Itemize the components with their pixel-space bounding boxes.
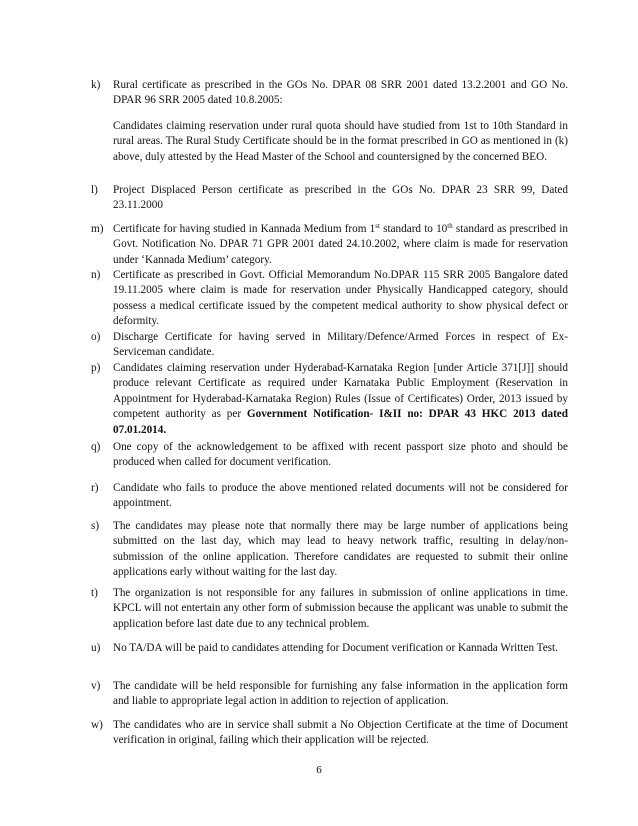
page-number: 6	[316, 764, 322, 776]
item-text: No TA/DA will be paid to candidates attending for Document verification or Kannada Written Test.	[113, 642, 558, 654]
notification-reference: Government Notification- I&II no: DPAR 43 HKC 2013 dated 07.01.2014.	[113, 408, 568, 436]
item-label: p)	[91, 362, 101, 374]
item-subparagraph: Candidates claiming reservation under rural quota should have studied from 1st to 10th Standard in rural areas. The Rural Study Certificate should be in the format prescribed in GO as mentioned in (k) above, duly attested by the Head Master of the School and countersigned by the concerned BEO.	[113, 119, 568, 163]
item-label: u)	[91, 642, 101, 654]
item-text: Certificate for having studied in Kannada Medium from 1st standard to 10th standard as prescribed in Govt. Notification No. DPAR 71 GPR 2001 dated 24.10.2002, where claim is made for reservation under ‘Kannada Medium’ category.	[113, 222, 569, 266]
list-item-m	[91, 222, 568, 268]
list-item-k	[91, 78, 568, 165]
item-text: Certificate as prescribed in Govt. Official Memorandum No.DPAR 115 SRR 2005 Bangalore dated 19.11.2005 where claim is made for reservation under Physically Handicapped category, should possess a medical certificate issued by the competent medical authority to show physical defect or deformity.	[113, 269, 568, 328]
item-label: v)	[91, 680, 101, 692]
item-text: Project Displaced Person certificate as prescribed in the GOs No. DPAR 23 SRR 99, Dated 23.11.2000	[113, 184, 568, 212]
item-text: The organization is not responsible for any failures in submission of online applications in time. KPCL will not entertain any other form of submission because the applicant was unable to submit the application before last date due to any technical problem.	[113, 587, 568, 630]
item-label: s)	[91, 520, 100, 532]
list-item-n	[91, 268, 568, 330]
item-text: Candidates claiming reservation under Hyderabad-Karnataka Region [under Article 371[J]] should produce relevant Certificate as required under Karnataka Public Employment (Reservation in Appointment for Hyderabad-Karnataka Region) Rules (Issue of Certificates) Order, 2013 issued by competent authority as per Government Notification- I&II no: DPAR 43 HKC 2013 dated 07.01.2014.	[113, 362, 568, 436]
item-text: One copy of the acknowledgement to be affixed with recent passport size photo and should be produced when called for document verification.	[113, 441, 568, 469]
item-label: m)	[91, 223, 104, 235]
item-label: l)	[91, 184, 98, 196]
list-item-q	[91, 440, 568, 471]
item-label: k)	[91, 79, 101, 91]
list-item-r	[91, 481, 568, 512]
list-item-t	[91, 586, 568, 632]
item-text: The candidate will be held responsible for furnishing any false information in the application form and liable to appropriate legal action in addition to rejection of application.	[113, 680, 568, 708]
list-item-v	[91, 679, 568, 710]
item-label: r)	[91, 482, 99, 494]
item-label: t)	[91, 587, 98, 599]
list-item-p	[91, 361, 568, 438]
item-label: n)	[91, 269, 101, 281]
item-label: o)	[91, 331, 101, 343]
item-label: q)	[91, 441, 101, 453]
list-item-o	[91, 330, 568, 361]
item-text: Candidate who fails to produce the above mentioned related documents will not be considered for appointment.	[113, 482, 568, 510]
item-text: The candidates who are in service shall submit a No Objection Certificate at the time of Document verification in original, failing which their application will be rejected.	[113, 719, 568, 747]
list-item-u	[91, 641, 568, 656]
list-item-w	[91, 718, 568, 749]
item-text: The candidates may please note that normally there may be large number of applications being submitted on the last day, which may lead to heavy network traffic, resulting in delay/non-submission of the online application. Therefore candidates are requested to submit their online applications early without waiting for the last day.	[113, 520, 568, 579]
item-text: Discharge Certificate for having served in Military/Defence/Armed Forces in respect of Ex-Serviceman candidate.	[113, 331, 568, 359]
item-label: w)	[91, 719, 103, 731]
list-item-s	[91, 519, 568, 581]
item-text: Rural certificate as prescribed in the GOs No. DPAR 08 SRR 2001 dated 13.2.2001 and GO No. DPAR 96 SRR 2005 dated 10.8.2005:	[113, 79, 568, 107]
list-item-l	[91, 183, 568, 214]
